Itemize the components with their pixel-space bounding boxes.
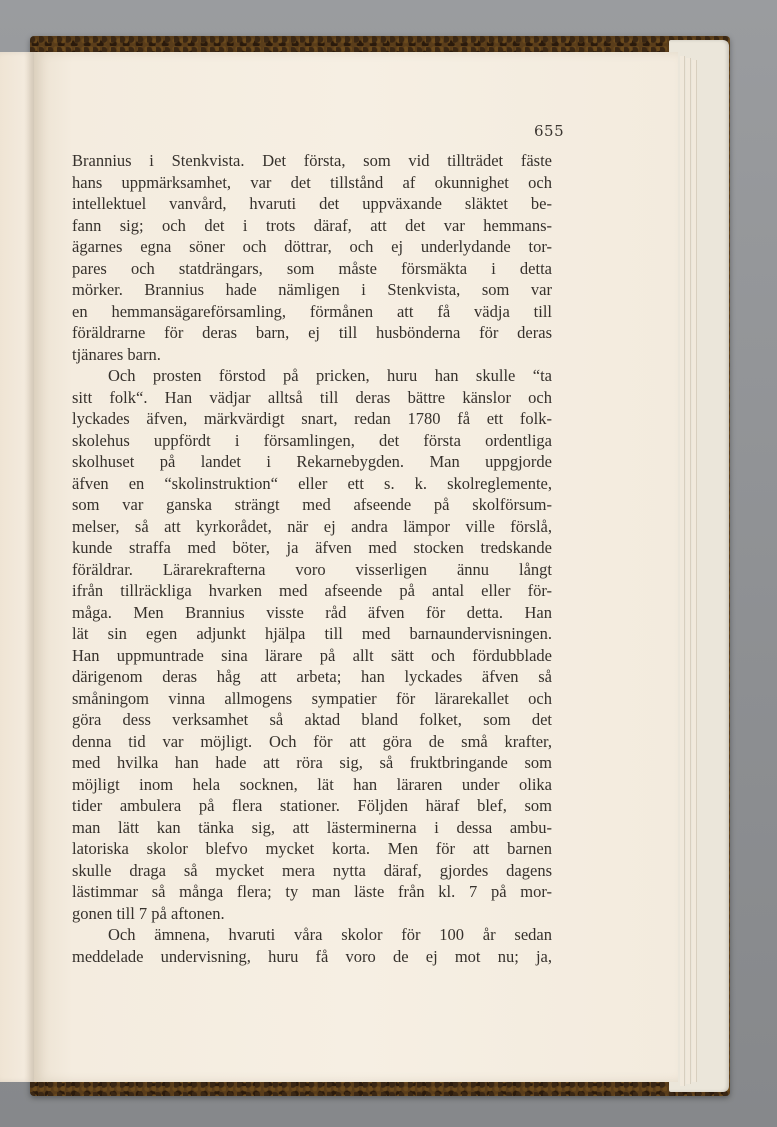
text-line: Brannius i Stenkvista. Det första, som vid tillträdet fäste	[72, 151, 552, 170]
text-line: skolehus uppfördt i församlingen, det första ordentliga	[72, 430, 552, 450]
text-line: ägarnes egna söner och döttrar, och ej underlydande tor-	[72, 237, 552, 256]
text-line: möjligt inom hela socknen, lät han läraren under olika	[72, 774, 552, 794]
text-line: småningom vinna allmogens sympatier för lärarekallet och	[72, 688, 552, 708]
text-line: pares och statdrängars, som måste försmäkta i detta	[72, 258, 552, 278]
text-line: skolhuset på landet i Rekarnebygden. Man uppgjorde	[72, 452, 552, 471]
text-line: ifrån tillräckliga hvarken med afseende på antal eller för-	[72, 581, 552, 600]
text-line: som var ganska strängt med afseende på skolförsum-	[72, 495, 552, 514]
text-line: sitt folk“. Han vädjar alltså till deras bättre känslor och	[72, 387, 552, 407]
text-line: gonen till 7 på aftonen.	[72, 903, 225, 923]
text-line: meddelade undervisning, huru få voro de ej mot nu; ja,	[72, 946, 552, 966]
text-line: föräldrarne för deras barn, ej till husbönderna för deras	[72, 323, 552, 342]
page-stack-edge	[680, 56, 685, 1086]
text-line: en hemmansägareförsamling, förmånen att få vädja till	[72, 301, 552, 321]
text-line: lyckades äfven, märkvärdigt snart, redan 1780 få ett folk-	[72, 409, 552, 428]
text-line: skulle draga så mycket mera nytta däraf, gjordes dagens	[72, 860, 552, 880]
text-line: måga. Men Brannius visste råd äfven för detta. Han	[72, 602, 552, 622]
cover-corner	[669, 40, 729, 1092]
text-line: hans uppmärksamhet, var det tillstånd af okunnighet och	[72, 172, 552, 192]
text-line: Han uppmuntrade sina lärare på allt sätt och fördubblade	[72, 645, 552, 665]
page-stack-edge	[692, 60, 697, 1082]
text-line: lästimmar så många flera; ty man läste från kl. 7 på mor-	[72, 882, 552, 901]
text-line: denna tid var möjligt. Och för att göra de små krafter,	[72, 731, 552, 751]
page-number: 655	[534, 122, 565, 140]
text-line: intellektuel vanvård, hvaruti det uppväxande släktet be-	[72, 194, 552, 213]
text-line: tjänares barn.	[72, 344, 161, 364]
text-line: latoriska skolor blefvo mycket korta. Men för att barnen	[72, 839, 552, 858]
body-text	[72, 150, 552, 967]
text-line: tider ambulera på flera stationer. Följden häraf blef, som	[72, 796, 552, 815]
facing-page	[0, 52, 34, 1082]
text-line: därigenom deras håg att arbeta; han lyckades äfven så	[72, 667, 552, 686]
text-line: mörker. Brannius hade nämligen i Stenkvista, som var	[72, 280, 552, 299]
text-line: föräldrar. Lärarekrafterna voro visserligen ännu långt	[72, 559, 552, 579]
book-page	[34, 52, 678, 1082]
text-line: Och prosten förstod på pricken, huru han skulle “ta	[108, 366, 552, 385]
text-line: äfven en “skolinstruktion“ eller ett s. k. skolreglemente,	[72, 473, 552, 493]
text-line: med hvilka han hade att röra sig, så fruktbringande som	[72, 753, 552, 772]
page-stack-edge	[686, 58, 691, 1084]
text-line: göra dess verksamhet så aktad bland folket, som det	[72, 710, 552, 729]
text-line: melser, så att kyrkorådet, när ej andra lämpor ville förslå,	[72, 516, 552, 536]
text-line: lät sin egen adjunkt hjälpa till med barnaundervisningen.	[72, 624, 552, 643]
text-line: kunde straffa med böter, ja äfven med stocken tredskande	[72, 538, 552, 557]
text-line: man lätt kan tänka sig, att lästerminerna i dessa ambu-	[72, 817, 552, 837]
text-line: fann sig; och det i trots däraf, att det var hemmans-	[72, 215, 552, 235]
text-line: Och ämnena, hvaruti våra skolor för 100 år sedan	[108, 925, 552, 944]
